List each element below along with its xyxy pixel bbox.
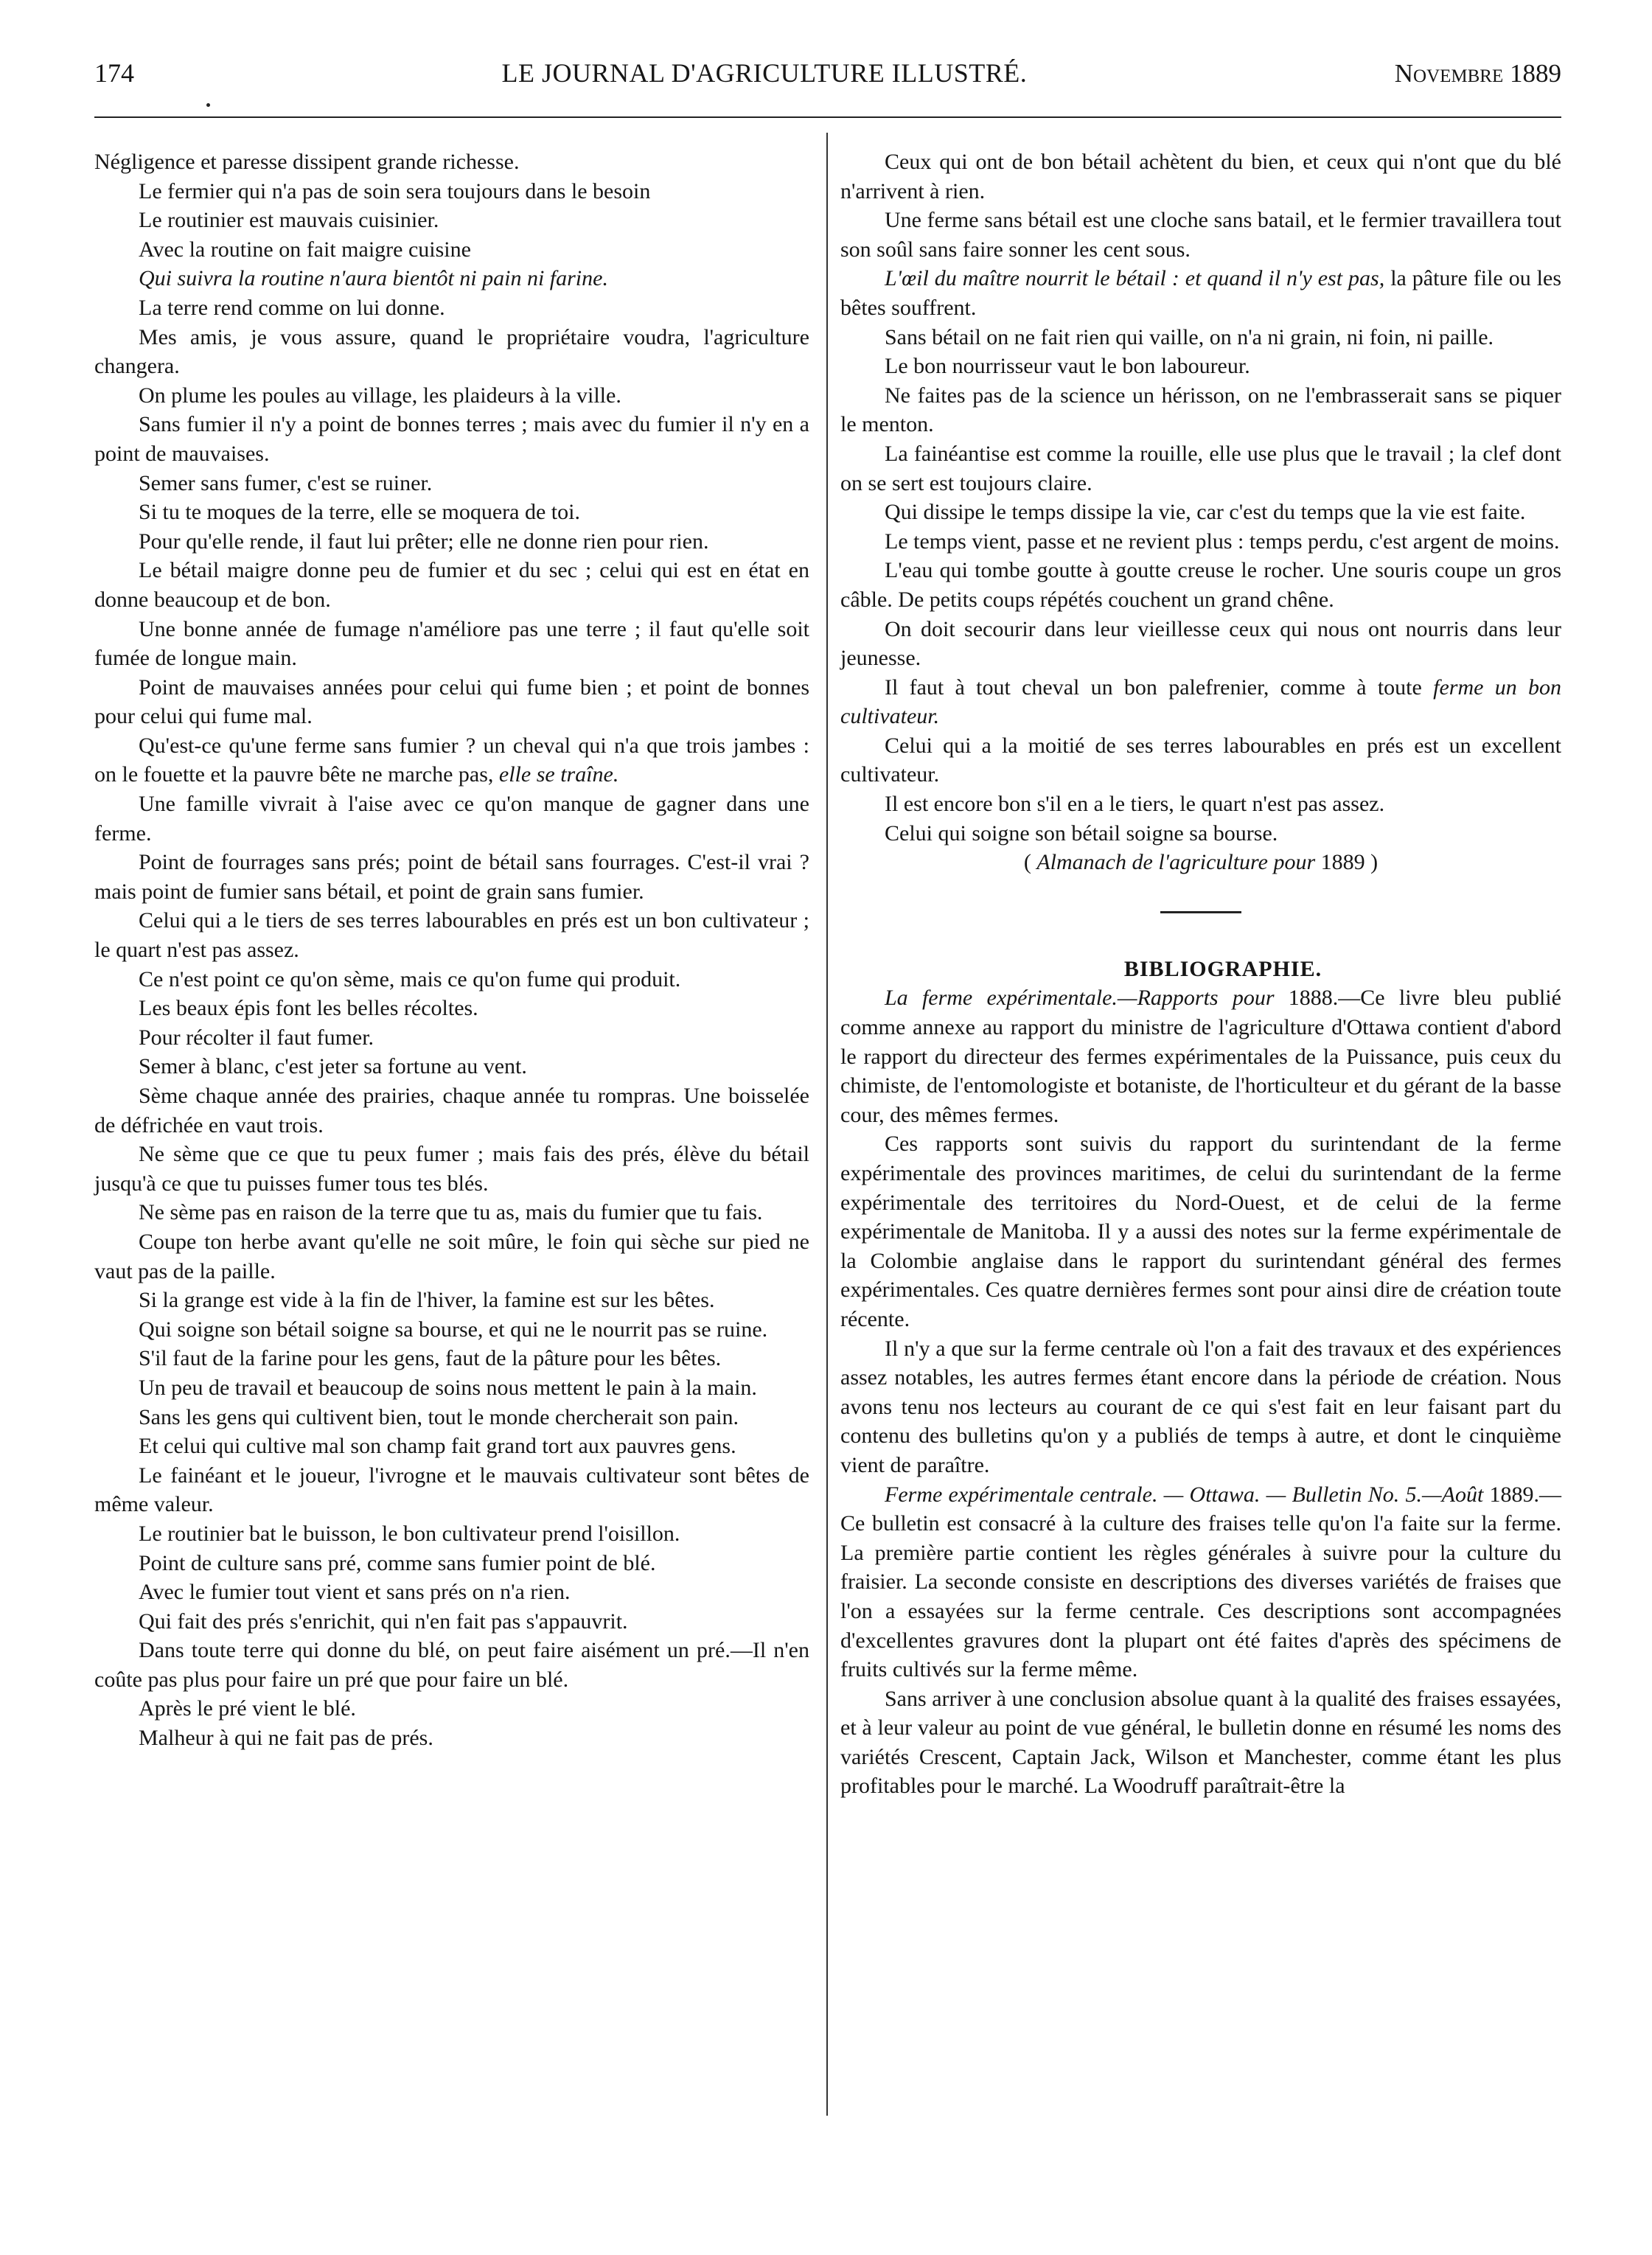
proverb-line: L'eau qui tombe goutte à goutte creuse le rocher. Une souris coupe un gros câble. De petits coups répétés couchent un grand chêne. [840,558,1561,612]
ink-dot [206,103,210,107]
proverb-line: Ne sème pas en raison de la terre que tu as, mais du fumier que tu fais. [139,1200,763,1225]
proverb-line: Pour qu'elle rende, il faut lui prêter; elle ne donne rien pour rien. [139,529,709,554]
proverb-line: On plume les poules au village, les plaideurs à la ville. [139,383,621,408]
proverb-line: Celui qui a la moitié de ses terres labourables en prés est un excellent cultivateur. [840,733,1561,787]
proverb-line: Qui dissipe le temps dissipe la vie, car c'est du temps que la vie est faite. [885,500,1526,525]
proverb-line: Une ferme sans bétail est une cloche sans batail, et le fermier travaillera tout son soûl sans faire sonner les cent sous. [840,208,1561,262]
proverb-line: Le temps vient, passe et ne revient plus : temps perdu, c'est argent de moins. [885,529,1560,554]
proverb-line: Le bétail maigre donne peu de fumier et du sec ; celui qui est en état en donne beaucoup et de bon. [94,558,809,612]
proverb-line: S'il faut de la farine pour les gens, faut de la pâture pour les bêtes. [139,1346,722,1371]
proverb-line: Qui suivra la routine n'aura bientôt ni pain ni farine. [139,266,608,291]
publication-title: Ferme expérimentale centrale. — Ottawa. — Bulletin No. 5.—Août [885,1482,1484,1507]
proverb-line: Si tu te moques de la terre, elle se moquera de toi. [139,500,580,525]
proverb-line: Qu'est-ce qu'une ferme sans fumier ? un cheval qui n'a que trois jambes : on le fouette et la pauvre bête ne marche pas, elle se traîne. [94,733,809,787]
proverb-line: Le fainéant et le joueur, l'ivrogne et le mauvais cultivateur sont bêtes de même valeur. [94,1463,809,1517]
proverb-line: Un peu de travail et beaucoup de soins nous mettent le pain à la main. [139,1375,757,1400]
bibliography-paragraph: Il n'y a que sur la ferme centrale où l'on a fait des travaux et des expériences assez notables, les autres fermes étant encore dans la période de création. Nous avons tenu nos lecteurs au courant de ce qui s'est fait en leur faisant part du contenu des bulletins qu'on y a publiés de temps à autre, et dont le cinquième vient de paraître. [840,1336,1561,1477]
proverb-line: Sans bétail on ne fait rien qui vaille, on n'a ni grain, ni foin, ni paille. [885,324,1494,349]
proverb-line: Il est encore bon s'il en a le tiers, le quart n'est pas assez. [885,792,1385,817]
header-rule [94,116,1561,118]
issue-date: Novembre 1889 [1394,59,1561,88]
proverb-line: Le bon nourrisseur vaut le bon laboureur. [885,354,1250,379]
proverb-line: Coupe ton herbe avant qu'elle ne soit mûre, le foin qui sèche sur pied ne vaut pas de la paille. [94,1229,809,1283]
bibliography-paragraph: Ces rapports sont suivis du rapport du surintendant de la ferme expérimentale des provinces maritimes, de celui du surintendant de la ferme expérimentale des territoires du Nord-Ouest, et de celui de la ferme expérimentale de Manitoba. Il y a aussi des notes sur la ferme expérimentale de la Colombie anglaise dans le rapport du surintendant général des fermes expérimentales. Ces quatre dernières fermes sont pour ainsi dire de création toute récente. [840,1132,1561,1331]
source-citation: ( Almanach de l'agriculture pour 1889 ) [1023,850,1379,875]
proverb-line: Le routinier est mauvais cuisinier. [139,208,439,233]
bibliography-body [840,983,1561,1801]
proverb-line: Malheur à qui ne fait pas de prés. [139,1726,433,1751]
proverb-line: Avec la routine on fait maigre cuisine [139,237,471,262]
proverb-line: Qui soigne son bétail soigne sa bourse, et qui ne le nourrit pas se ruine. [139,1317,768,1342]
proverb-line: La fainéantise est comme la rouille, elle use plus que le travail ; la clef dont on se sert est toujours claire. [840,441,1561,495]
proverb-line: Une bonne année de fumage n'améliore pas une terre ; il faut qu'elle soit fumée de longue main. [94,616,809,671]
proverb-line: La terre rend comme on lui donne. [139,295,445,320]
proverb-line: Celui qui a le tiers de ses terres labourables en prés est un bon cultivateur ; le quart n'est pas assez. [94,908,809,963]
section-rule [1160,911,1241,913]
proverb-line: Le fermier qui n'a pas de soin sera toujours dans le besoin [139,178,651,203]
proverb-line: Mes amis, je vous assure, quand le propriétaire voudra, l'agriculture changera. [94,324,809,379]
bibliography-paragraph: Sans arriver à une conclusion absolue quant à la qualité des fraises essayées, et à leur valeur au point de vue général, le bulletin donne en résumé les noms des variétés Crescent, Captain Jack, Wilson et Manchester, comme étant les plus profitables pour le marché. La Woodruff paraîtrait-être la [840,1686,1561,1799]
proverb-line: Semer sans fumer, c'est se ruiner. [139,470,433,495]
proverb-line: Sème chaque année des prairies, chaque année tu rompras. Une boisselée de défrichée en vaut trois. [94,1084,809,1137]
proverb-line: Pour récolter il faut fumer. [139,1025,374,1050]
proverb-line: Et celui qui cultive mal son champ fait grand tort aux pauvres gens. [139,1434,736,1459]
proverb-line: Point de culture sans pré, comme sans fumier point de blé. [139,1550,656,1575]
proverb-line: Ceux qui ont de bon bétail achètent du bien, et ceux qui n'ont que du blé n'arrivent à rien. [840,150,1561,203]
proverb-line: Dans toute terre qui donne du blé, on peut faire aisément un pré.—Il n'en coûte pas plus pour faire un pré que pour faire un blé. [94,1638,809,1692]
bibliography-paragraph: La ferme expérimentale.—Rapports pour 1888.—Ce livre bleu publié comme annexe au rapport du ministre de l'agriculture d'Ottawa contient d'abord le rapport du directeur des fermes expérimentales de la Puissance, puis ceux du chimiste, de l'entomologiste et botaniste, de l'horticulteur et du gérant de la basse cour, des mêmes fermes. [840,986,1562,1127]
page-number: 174 [94,58,134,88]
proverb-line: Ne sème que ce que tu peux fumer ; mais fais des prés, élève du bétail jusqu'à ce que tu puisses fumer tous tes blés. [94,1142,809,1196]
proverb-line: Il faut à tout cheval un bon palefrenier, comme à toute ferme un bon cultivateur. [840,675,1561,729]
proverb-line: L'œil du maître nourrit le bétail : et quand il n'y est pas, la pâture file ou les bêtes souffrent. [840,266,1561,320]
bibliography-paragraph: Ferme expérimentale centrale. — Ottawa. — Bulletin No. 5.—Août 1889.—Ce bulletin est consacré à la culture des fraises telle qu'on l'a faite sur la ferme. La première partie contient les règles générales à suivre pour la culture du fraisier. La seconde consiste en descriptions des diverses variétés de fraises que l'on a essayées sur la ferme centrale. Ces descriptions sont accompagnées d'excellentes gravures dont la plupart ont été faites d'après des spécimens de fruits cultivés sur la ferme même. [840,1482,1561,1682]
proverb-line: Semer à blanc, c'est jeter sa fortune au vent. [139,1054,527,1079]
column-divider [826,133,828,2116]
proverb-line: Point de fourrages sans prés; point de bétail sans fourrages. C'est-il vrai ? mais point de fumier sans bétail, et point de grain sans fumier. [94,850,809,904]
publication-title: La ferme expérimentale.—Rapports pour [885,986,1275,1011]
proverb-line: Le routinier bat le buisson, le bon cultivateur prend l'oisillon. [139,1521,680,1546]
journal-title: LE JOURNAL D'AGRICULTURE ILLUSTRÉ. [501,58,1028,88]
proverb-line: Sans les gens qui cultivent bien, tout le monde chercherait son pain. [139,1404,739,1429]
proverb-line: Point de mauvaises années pour celui qui fume bien ; et point de bonnes pour celui qui fume mal. [94,675,809,729]
proverb-line: Ne faites pas de la science un hérisson, on ne l'embrasserait sans se piquer le menton. [840,383,1561,437]
right-column [840,147,1561,1801]
proverb-line: Une famille vivrait à l'aise avec ce qu'on manque de gagner dans une ferme. [94,792,809,846]
proverb-line: Qui fait des prés s'enrichit, qui n'en fait pas s'appauvrit. [139,1609,628,1634]
proverb-line: Sans fumier il n'y a point de bonnes terres ; mais avec du fumier il n'y en a point de mauvaises. [94,412,809,466]
proverb-line: Celui qui soigne son bétail soigne sa bourse. [885,820,1278,846]
proverb-line: Si la grange est vide à la fin de l'hiver, la famine est sur les bêtes. [139,1288,715,1313]
proverb-line: Après le pré vient le blé. [139,1696,356,1721]
proverb-line: Négligence et paresse dissipent grande richesse. [94,150,520,174]
left-column [94,147,809,1753]
proverb-line: On doit secourir dans leur vieillesse ceux qui nous ont nourris dans leur jeunesse. [840,616,1561,671]
proverbs-continued [840,147,1561,848]
page-header [94,57,1561,102]
proverb-line: Les beaux épis font les belles récoltes. [139,996,478,1021]
proverb-line: Ce n'est point ce qu'on sème, mais ce qu'on fume qui produit. [139,966,681,991]
bibliography-heading: BIBLIOGRAPHIE. [1123,956,1322,981]
proverb-line: Avec le fumier tout vient et sans prés on n'a rien. [139,1580,571,1605]
